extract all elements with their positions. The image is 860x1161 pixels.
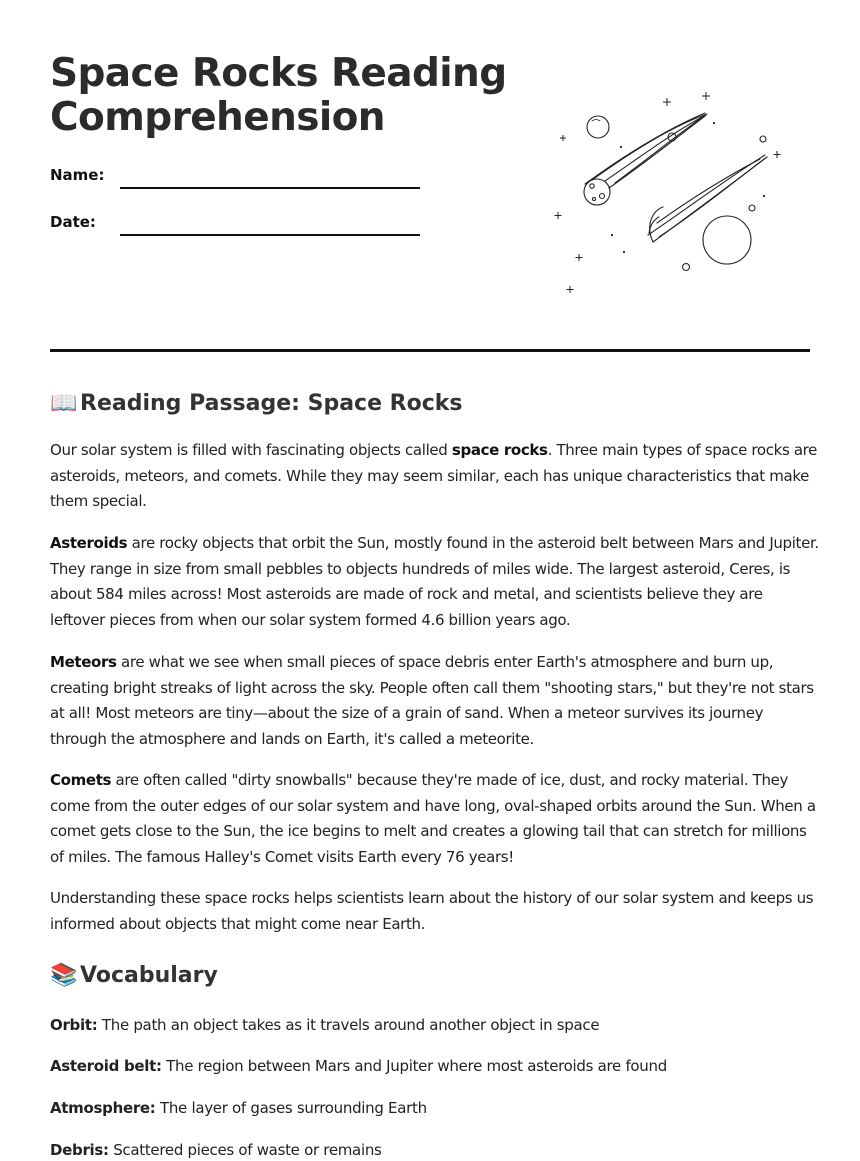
date-label: Date: <box>50 213 96 231</box>
vocab-item <box>50 1055 820 1077</box>
vocab-term: Orbit: <box>50 1016 98 1034</box>
p3-text: are what we see when small pieces of space debris enter Earth's atmosphere and burn up, creating bright streaks of light across the sky. People often call them "shooting stars," but they're not stars at all! Most meteors are tiny—about the size of a grain of sand. When a meteor survives its journey through the atmosphere and lands on Earth, it's called a meteorite. <box>50 653 814 748</box>
date-field[interactable] <box>120 234 420 236</box>
vocab-term: Debris: <box>50 1141 109 1159</box>
p1-text-start: Our solar system is filled with fascinating objects called <box>50 441 452 459</box>
p3-bold-term: Meteors <box>50 653 117 671</box>
vocab-item <box>50 1097 820 1119</box>
vocab-item <box>50 1014 820 1036</box>
passage-paragraph-5: Understanding these space rocks helps scientists learn about the history of our solar system and keeps us informed about objects that might come near Earth. <box>50 889 814 933</box>
name-label: Name: <box>50 166 105 184</box>
vocabulary-heading <box>50 962 218 990</box>
passage-heading-text: Reading Passage: Space Rocks <box>80 391 463 416</box>
passage-paragraph-2 <box>50 531 820 633</box>
vocab-definition: Scattered pieces of waste or remains <box>108 1141 382 1159</box>
p4-bold-term: Comets <box>50 771 112 789</box>
p2-bold-term: Asteroids <box>50 534 128 552</box>
vocabulary-heading-text: Vocabulary <box>80 963 218 988</box>
name-field[interactable] <box>120 187 420 189</box>
p1-bold-term: space rocks <box>451 441 548 459</box>
vocab-definition: The region between Mars and Jupiter where most asteroids are found <box>161 1057 667 1075</box>
passage-heading <box>50 390 463 418</box>
vocab-definition: The layer of gases surrounding Earth <box>155 1099 427 1117</box>
page-title: Space Rocks Reading Comprehension <box>50 51 507 140</box>
passage-paragraph-3 <box>50 650 820 752</box>
vocab-definition: The path an object takes as it travels around another object in space <box>97 1016 600 1034</box>
p2-text: are rocky objects that orbit the Sun, mostly found in the asteroid belt between Mars and Jupiter. They range in size from small pebbles to objects hundreds of miles wide. The largest asteroid, Ceres, is about 584 miles across! Most asteroids are made of rock and metal, and scientists believe they are leftover pieces from when our solar system formed 4.6 billion years ago. <box>50 534 819 629</box>
section-divider <box>50 349 810 352</box>
vocab-term: Atmosphere: <box>50 1099 156 1117</box>
meteor-shower-icon <box>545 85 790 300</box>
p4-text: are often called "dirty snowballs" because they're made of ice, dust, and rocky material. They come from the outer edges of our solar system and have long, oval-shaped orbits around the Sun. When a comet gets close to the Sun, the ice begins to melt and creates a glowing tail that can stretch for millions of miles. The famous Halley's Comet visits Earth every 76 years! <box>50 771 816 866</box>
passage-paragraph-4 <box>50 768 820 870</box>
vocab-item <box>50 1139 820 1161</box>
open-book-icon: 📖 <box>50 391 78 416</box>
p1-text-end: . Three main types of space rocks are asteroids, meteors, and comets. While they may seem similar, each has unique characteristics that make them special. <box>50 441 818 510</box>
vocab-term: Asteroid belt: <box>50 1057 162 1075</box>
passage-paragraph-1 <box>50 438 820 515</box>
books-icon: 📚 <box>50 963 78 988</box>
